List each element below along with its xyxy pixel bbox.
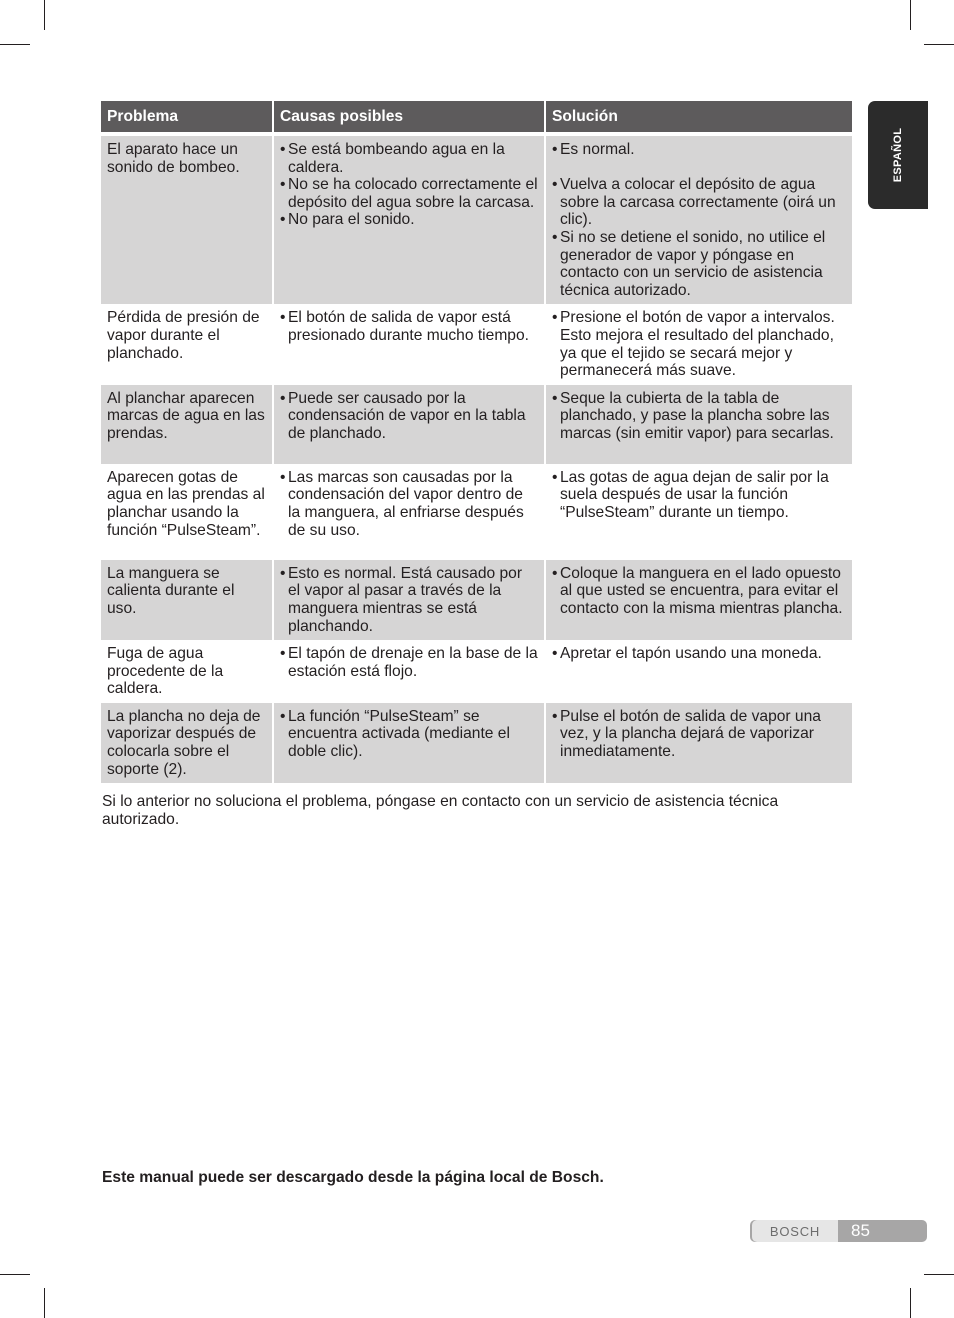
causes-cell: [274, 385, 544, 464]
solution-cell: [546, 640, 852, 703]
table-row: [101, 464, 852, 560]
crop-mark: [44, 0, 45, 30]
table-row: [101, 703, 852, 783]
list-item: • Seque la cubierta de la tabla de planchado, y pase la plancha sobre las marcas (sin emitir vapor) para secarlas.: [552, 390, 846, 443]
solution-cell: [546, 560, 852, 640]
crop-mark: [924, 1274, 954, 1275]
causes-cell: [274, 560, 544, 640]
table-row: [101, 640, 852, 703]
problem-cell: Aparecen gotas de agua en las prendas al planchar usando la función “PulseSteam”.: [101, 464, 272, 560]
header-solution: Solución: [546, 101, 852, 136]
troubleshooting-table: [99, 101, 854, 783]
table-row: [101, 136, 852, 304]
crop-mark: [924, 44, 954, 45]
list-item: • El botón de salida de vapor está presionado durante mucho tiempo.: [280, 309, 538, 344]
crop-mark: [0, 44, 30, 45]
causes-cell: [274, 136, 544, 304]
problem-cell: Pérdida de presión de vapor durante el planchado.: [101, 304, 272, 384]
crop-mark: [910, 1288, 911, 1318]
support-footnote: Si lo anterior no soluciona el problema, póngase en contacto con un servicio de asistencia técnica autorizado.: [102, 793, 779, 828]
solution-cell: [546, 464, 852, 560]
list-item: • No se ha colocado correctamente el depósito del agua sobre la carcasa.: [280, 176, 538, 211]
list-item: • Coloque la manguera en el lado opuesto al que usted se encuentra, para evitar el contacto con la misma mientras plancha.: [552, 565, 846, 618]
solution-cell: [546, 703, 852, 783]
list-item: • El tapón de drenaje en la base de la estación está flojo.: [280, 645, 538, 680]
problem-cell: La plancha no deja de vaporizar después de colocarla sobre el soporte (2).: [101, 703, 272, 783]
download-note: Este manual puede ser descargado desde la página local de Bosch.: [102, 1169, 604, 1186]
crop-mark: [44, 1288, 45, 1318]
causes-cell: [274, 464, 544, 560]
problem-cell: La manguera se calienta durante el uso.: [101, 560, 272, 640]
list-item: • Es normal.: [552, 141, 846, 159]
table-row: [101, 560, 852, 640]
header-causes: Causas posibles: [274, 101, 544, 136]
language-label: ESPAÑOL: [892, 127, 904, 183]
solution-cell: [546, 304, 852, 384]
table-header-row: [101, 101, 852, 136]
list-item: • Puede ser causado por la condensación de vapor en la tabla de planchado.: [280, 390, 538, 443]
header-problem: Problema: [101, 101, 272, 136]
list-item: • No para el sonido.: [280, 211, 538, 229]
list-item: • Vuelva a colocar el depósito de agua sobre la carcasa correctamente (oirá un clic).: [552, 176, 846, 229]
table-row: [101, 385, 852, 464]
list-item: • Presione el botón de vapor a intervalos. Esto mejora el resultado del planchado, ya que el tejido se secará mejor y permanecerá más suave.: [552, 309, 846, 379]
problem-cell: Al planchar aparecen marcas de agua en las prendas.: [101, 385, 272, 464]
causes-cell: [274, 304, 544, 384]
list-item: • Si no se detiene el sonido, no utilice el generador de vapor y póngase en contacto con un servicio de asistencia técnica autorizado.: [552, 229, 846, 299]
list-item: • Esto es normal. Está causado por el vapor al pasar a través de la manguera mientras se está planchando.: [280, 565, 538, 635]
list-item: • Se está bombeando agua en la caldera.: [280, 141, 538, 176]
problem-cell: El aparato hace un sonido de bombeo.: [101, 136, 272, 304]
list-item: • La función “PulseSteam” se encuentra activada (mediante el doble clic).: [280, 708, 538, 761]
crop-mark: [910, 0, 911, 30]
solution-cell: [546, 136, 852, 304]
problem-cell: Fuga de agua procedente de la caldera.: [101, 640, 272, 703]
causes-cell: [274, 640, 544, 703]
solution-cell: [546, 385, 852, 464]
causes-cell: [274, 703, 544, 783]
list-item: • Las gotas de agua dejan de salir por la suela después de usar la función “PulseSteam” durante un tiempo.: [552, 469, 846, 522]
crop-mark: [0, 1274, 30, 1275]
list-item: • Pulse el botón de salida de vapor una vez, y la plancha dejará de vaporizar inmediatamente.: [552, 708, 846, 761]
page-number: 85: [851, 1221, 870, 1240]
table-row: [101, 304, 852, 384]
brand-label: BOSCH: [752, 1220, 838, 1242]
list-item: • Las marcas son causadas por la condensación del vapor dentro de la manguera, al enfriarse después de su uso.: [280, 469, 538, 539]
list-item: • Apretar el tapón usando una moneda.: [552, 645, 846, 663]
language-tab: [868, 101, 928, 209]
